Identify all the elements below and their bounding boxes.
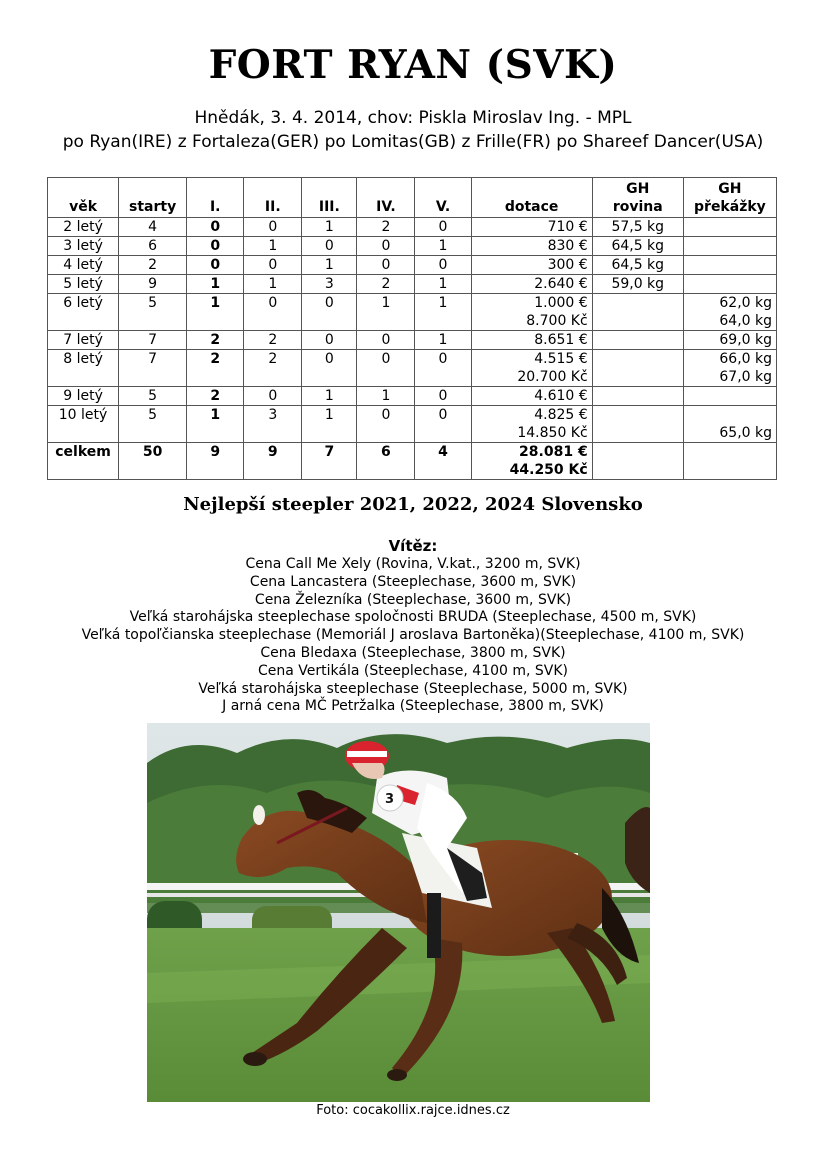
third-place-cell: 0: [302, 350, 357, 387]
prize-eur: 8.651 €: [534, 332, 588, 348]
gh-flat-cell: [592, 406, 683, 443]
second-place-cell: 2: [244, 350, 302, 387]
horse-details: Hnědák, 3. 4. 2014, chov: Piskla Miroslav Ing. - MPL: [194, 108, 632, 128]
win-item: Cena Call Me Xely (Rovina, V.kat., 3200 m, SVK): [245, 556, 581, 572]
prize-cell: [471, 331, 592, 350]
prize-eur: 4.825 €: [534, 407, 588, 423]
win-item: Veľká topoľčianska steeplechase (Memoriál J aroslava Bartoněka)(Steeplechase, 4100 m, SVK): [81, 627, 745, 644]
fourth-place-cell: 0: [357, 350, 415, 387]
starts-cell: 5: [119, 387, 187, 406]
gh-jump-line1: 69,0 kg: [719, 332, 772, 348]
gh-jump-cell: [683, 387, 776, 406]
gh-jump-line2: 64,0 kg: [719, 313, 772, 329]
third-place-cell: 0: [302, 237, 357, 256]
first-place-cell: 2: [187, 387, 244, 406]
prize-eur: 1.000 €: [534, 295, 588, 311]
gh-flat-cell: [592, 294, 683, 331]
age-cell: 2 letý: [48, 218, 119, 237]
gh-jump-cell: [683, 275, 776, 294]
table-row: [48, 237, 777, 256]
winner-label: Vítěz:: [388, 537, 438, 555]
gh-flat-cell: [592, 331, 683, 350]
first-place-cell: 0: [187, 237, 244, 256]
table-row: [48, 350, 777, 387]
second-place-cell: 0: [244, 387, 302, 406]
age-cell: 8 letý: [48, 350, 119, 387]
total-prize-eur: 28.081 €: [519, 444, 588, 460]
prize-eur: 2.640 €: [534, 276, 588, 292]
table-row: [48, 406, 777, 443]
table-row: [48, 387, 777, 406]
header-gh-flat: [592, 178, 683, 218]
prize-czk: 20.700 Kč: [517, 369, 588, 385]
gh-jump-cell: [683, 218, 776, 237]
age-cell: 4 letý: [48, 256, 119, 275]
prize-eur: 4.610 €: [534, 388, 588, 404]
gh-jump-cell: [683, 331, 776, 350]
starts-cell: 2: [119, 256, 187, 275]
third-place-cell: 0: [302, 331, 357, 350]
first-place-cell: 1: [187, 275, 244, 294]
fourth-place-cell: 0: [357, 331, 415, 350]
total-starts: 50: [119, 443, 187, 480]
prize-cell: [471, 387, 592, 406]
fifth-place-cell: 1: [415, 237, 471, 256]
first-place-cell: 0: [187, 218, 244, 237]
fourth-place-cell: 2: [357, 218, 415, 237]
win-item: J arná cena MČ Petržalka (Steeplechase, 3800 m, SVK): [222, 698, 604, 715]
race-stats-table: [47, 177, 777, 480]
fourth-place-cell: 1: [357, 387, 415, 406]
age-cell: 3 letý: [48, 237, 119, 256]
first-place-cell: 2: [187, 350, 244, 387]
fifth-place-cell: 1: [415, 294, 471, 331]
gh-jump-line2: 65,0 kg: [719, 425, 772, 441]
photo-caption: Foto: cocakollix.rajce.idnes.cz: [316, 1103, 510, 1118]
total-fifth: 4: [415, 443, 471, 480]
total-first: 9: [187, 443, 244, 480]
header-gh-jump-line1: GH: [718, 181, 742, 197]
prize-cell: [471, 218, 592, 237]
fifth-place-cell: 0: [415, 256, 471, 275]
total-prize: [471, 443, 592, 480]
win-item: Cena Železníka (Steeplechase, 3600 m, SVK): [254, 591, 572, 608]
age-cell: 10 letý: [48, 406, 119, 443]
fifth-place-cell: 1: [415, 275, 471, 294]
fifth-place-cell: 0: [415, 218, 471, 237]
starts-cell: 4: [119, 218, 187, 237]
prize-czk: 14.850 Kč: [517, 425, 588, 441]
total-row: [48, 443, 777, 480]
win-item: Veľká starohájska steeplechase spoločnosti BRUDA (Steeplechase, 4500 m, SVK): [129, 609, 697, 626]
first-place-cell: 2: [187, 331, 244, 350]
age-cell: 6 letý: [48, 294, 119, 331]
starts-cell: 9: [119, 275, 187, 294]
table-row: [48, 275, 777, 294]
win-item: Cena Bledaxa (Steeplechase, 3800 m, SVK): [260, 644, 566, 661]
fifth-place-cell: 0: [415, 350, 471, 387]
total-gh-jump: [683, 443, 776, 480]
gh-jump-line1: [688, 275, 772, 293]
gh-jump-line1: 66,0 kg: [719, 351, 772, 367]
prize-cell: [471, 275, 592, 294]
second-place-cell: 1: [244, 275, 302, 294]
gh-jump-cell: [683, 256, 776, 275]
starts-cell: 5: [119, 406, 187, 443]
gh-jump-line1: [688, 256, 772, 274]
header-gh-flat-line1: GH: [626, 181, 650, 197]
fourth-place-cell: 1: [357, 294, 415, 331]
win-item: Cena Lancastera (Steeplechase, 3600 m, SVK): [249, 573, 577, 590]
fifth-place-cell: 0: [415, 406, 471, 443]
gh-jump-line1: [688, 237, 772, 255]
table-row: [48, 331, 777, 350]
second-place-cell: 3: [244, 406, 302, 443]
gh-flat-cell: 64,5 kg: [592, 256, 683, 275]
header-second: II.: [244, 178, 302, 218]
second-place-cell: 1: [244, 237, 302, 256]
prize-eur: 710 €: [547, 219, 588, 235]
starts-cell: 7: [119, 331, 187, 350]
fourth-place-cell: 0: [357, 256, 415, 275]
prize-cell: [471, 350, 592, 387]
prize-cell: [471, 237, 592, 256]
header-starts: starty: [119, 178, 187, 218]
gh-flat-cell: [592, 387, 683, 406]
prize-eur: 830 €: [547, 238, 588, 254]
prize-eur: 4.515 €: [534, 351, 588, 367]
page-title: FORT RYAN (SVK): [208, 42, 618, 88]
header-prize: dotace: [471, 178, 592, 218]
age-cell: 5 letý: [48, 275, 119, 294]
header-gh-jump-line2: překážky: [694, 199, 766, 215]
prize-cell: [471, 256, 592, 275]
third-place-cell: 1: [302, 218, 357, 237]
first-place-cell: 1: [187, 294, 244, 331]
second-place-cell: 0: [244, 218, 302, 237]
gh-flat-cell: 64,5 kg: [592, 237, 683, 256]
third-place-cell: 3: [302, 275, 357, 294]
fifth-place-cell: 0: [415, 387, 471, 406]
second-place-cell: 2: [244, 331, 302, 350]
third-place-cell: 0: [302, 294, 357, 331]
first-place-cell: 0: [187, 256, 244, 275]
race-photo: [147, 723, 650, 1102]
best-steepler-heading: Nejlepší steepler 2021, 2022, 2024 Slovensko: [183, 494, 643, 515]
gh-jump-cell: [683, 406, 776, 443]
header-third: III.: [302, 178, 357, 218]
table-row: [48, 294, 777, 331]
header-gh-flat-line2: rovina: [612, 199, 663, 215]
starts-cell: 5: [119, 294, 187, 331]
age-cell: 9 letý: [48, 387, 119, 406]
gh-jump-cell: [683, 237, 776, 256]
gh-jump-line1: [688, 406, 772, 424]
gh-jump-cell: [683, 294, 776, 331]
fifth-place-cell: 1: [415, 331, 471, 350]
header-age: věk: [48, 178, 119, 218]
pedigree: po Ryan(IRE) z Fortaleza(GER) po Lomitas(GB) z Frille(FR) po Shareef Dancer(USA): [62, 132, 764, 152]
gh-flat-cell: 59,0 kg: [592, 275, 683, 294]
total-gh-flat: [592, 443, 683, 480]
gh-jump-line1: 62,0 kg: [719, 295, 772, 311]
gh-jump-line1: [688, 387, 772, 405]
gh-jump-cell: [683, 350, 776, 387]
second-place-cell: 0: [244, 256, 302, 275]
header-gh-jump: [683, 178, 776, 218]
table-header-row: [48, 178, 777, 218]
table-row: [48, 218, 777, 237]
prize-czk: 8.700 Kč: [526, 313, 588, 329]
fourth-place-cell: 2: [357, 275, 415, 294]
header-fourth: IV.: [357, 178, 415, 218]
third-place-cell: 1: [302, 256, 357, 275]
first-place-cell: 1: [187, 406, 244, 443]
prize-cell: [471, 294, 592, 331]
gh-flat-cell: [592, 350, 683, 387]
starts-cell: 6: [119, 237, 187, 256]
header-fifth: V.: [415, 178, 471, 218]
fourth-place-cell: 0: [357, 406, 415, 443]
win-item: Veľká starohájska steeplechase (Steeplechase, 5000 m, SVK): [198, 680, 628, 697]
total-fourth: 6: [357, 443, 415, 480]
table-row: [48, 256, 777, 275]
second-place-cell: 0: [244, 294, 302, 331]
total-label: celkem: [48, 443, 119, 480]
wins-list: [0, 556, 826, 716]
saddle-number: 3: [385, 792, 395, 807]
gh-flat-cell: 57,5 kg: [592, 218, 683, 237]
third-place-cell: 1: [302, 387, 357, 406]
total-third: 7: [302, 443, 357, 480]
fourth-place-cell: 0: [357, 237, 415, 256]
header-first: I.: [187, 178, 244, 218]
starts-cell: 7: [119, 350, 187, 387]
gh-jump-line2: 67,0 kg: [719, 369, 772, 385]
prize-cell: [471, 406, 592, 443]
total-prize-czk: 44.250 Kč: [509, 462, 588, 478]
total-second: 9: [244, 443, 302, 480]
win-item: Cena Vertikála (Steeplechase, 4100 m, SVK): [257, 662, 569, 679]
age-cell: 7 letý: [48, 331, 119, 350]
gh-jump-line1: [688, 218, 772, 236]
prize-eur: 300 €: [547, 257, 588, 273]
third-place-cell: 1: [302, 406, 357, 443]
